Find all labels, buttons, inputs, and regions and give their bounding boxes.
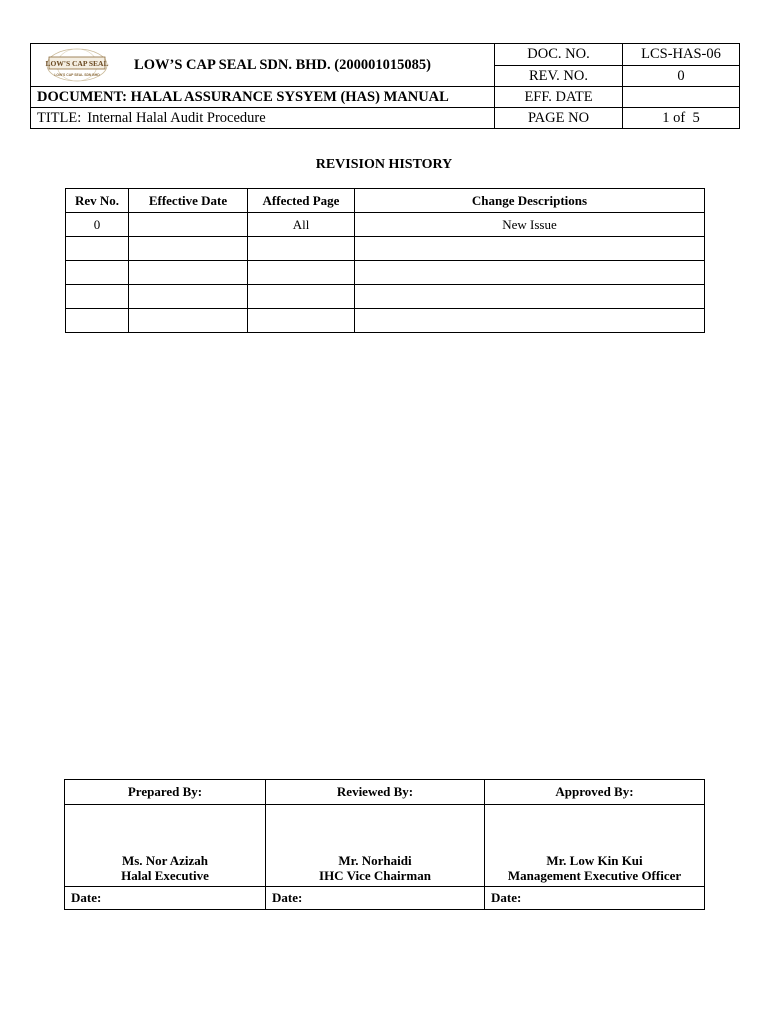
reviewed-date: Date: (266, 887, 485, 910)
table-row (66, 309, 705, 333)
doc-no-value: LCS-HAS-06 (623, 44, 740, 66)
signatory-role: IHC Vice Chairman (319, 868, 431, 883)
document-title (31, 108, 495, 129)
affected-page-cell (248, 237, 355, 261)
eff-date-value (623, 87, 740, 108)
revision-history-title: REVISION HISTORY (315, 157, 453, 172)
signatory-role: Management Executive Officer (507, 868, 682, 883)
effective-date-cell (129, 261, 248, 285)
affected-page-cell: All (248, 213, 355, 237)
rev-no-cell (66, 285, 129, 309)
prepared-date: Date: (65, 887, 266, 910)
col-affected-page: Affected Page (248, 189, 355, 213)
revision-history-table (65, 188, 705, 333)
signatory-name: Mr. Low Kin Kui (546, 853, 643, 868)
affected-page-cell (248, 261, 355, 285)
revision-header-row (66, 189, 705, 213)
col-effective-date: Effective Date (129, 189, 248, 213)
reviewed-by-header: Reviewed By: (266, 780, 485, 805)
effective-date-cell (129, 285, 248, 309)
rev-no-cell (66, 261, 129, 285)
rev-no-cell: 0 (66, 213, 129, 237)
title-label: TITLE: (37, 110, 82, 126)
effective-date-cell (129, 213, 248, 237)
affected-page-cell (248, 309, 355, 333)
reviewed-by-signature (266, 805, 485, 887)
doc-no-label: DOC. NO. (495, 44, 623, 66)
rev-no-label: REV. NO. (495, 65, 623, 87)
rev-no-value: 0 (623, 65, 740, 87)
signature-row (65, 805, 705, 887)
logo-subtext: LOW'S CAP SEAL SDN BHD (54, 73, 100, 77)
change-description-cell (355, 261, 705, 285)
approval-header-row (65, 780, 705, 805)
signatory-role: Halal Executive (121, 868, 209, 883)
effective-date-cell (129, 237, 248, 261)
page-no-value: 1 of 5 (623, 108, 740, 129)
page-no-label: PAGE NO (495, 108, 623, 129)
approved-by-signature (485, 805, 705, 887)
signatory-name: Mr. Norhaidi (338, 853, 412, 868)
change-description-cell: New Issue (355, 213, 705, 237)
table-row (66, 261, 705, 285)
change-description-cell (355, 309, 705, 333)
affected-page-cell (248, 285, 355, 309)
company-cell (31, 44, 495, 87)
eff-date-label: EFF. DATE (495, 87, 623, 108)
prepared-by-header: Prepared By: (65, 780, 266, 805)
table-row (66, 237, 705, 261)
col-rev-no: Rev No. (66, 189, 129, 213)
date-row (65, 887, 705, 910)
title-value: Internal Halal Audit Procedure (87, 110, 266, 126)
col-change-descriptions: Change Descriptions (355, 189, 705, 213)
logo-text: LOW'S CAP SEAL (45, 59, 109, 68)
table-row (66, 285, 705, 309)
effective-date-cell (129, 309, 248, 333)
change-description-cell (355, 237, 705, 261)
signatory-name: Ms. Nor Azizah (121, 853, 209, 868)
table-row (66, 213, 705, 237)
company-logo (43, 47, 111, 83)
approved-by-header: Approved By: (485, 780, 705, 805)
document-header (30, 43, 740, 129)
prepared-by-signature (65, 805, 266, 887)
document-name: DOCUMENT: HALAL ASSURANCE SYSYEM (HAS) MANUAL (31, 87, 495, 108)
rev-no-cell (66, 309, 129, 333)
company-name: LOW’S CAP SEAL SDN. BHD. (200001015085) (134, 57, 431, 73)
approval-table (64, 779, 705, 910)
change-description-cell (355, 285, 705, 309)
rev-no-cell (66, 237, 129, 261)
approved-date: Date: (485, 887, 705, 910)
